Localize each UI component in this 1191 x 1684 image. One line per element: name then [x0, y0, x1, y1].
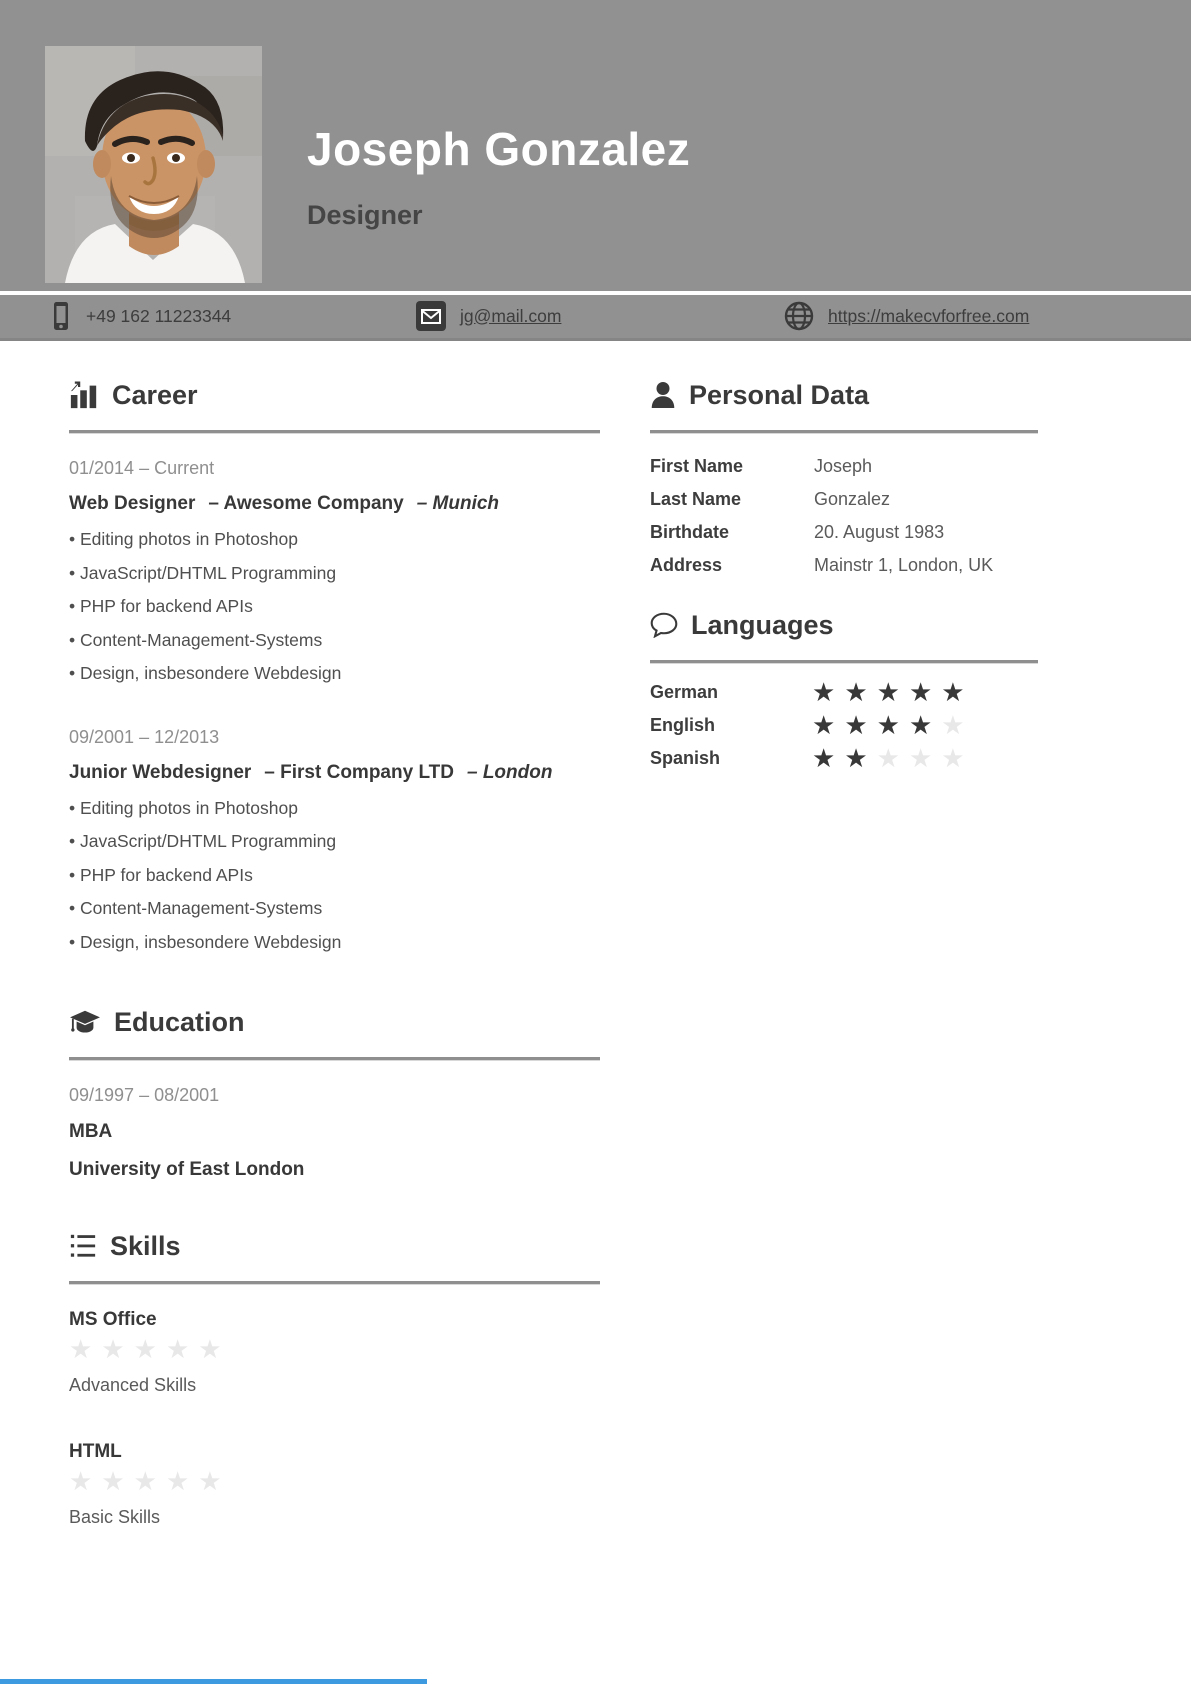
person-icon — [650, 381, 676, 409]
career-bullet: • Editing photos in Photoshop — [69, 792, 600, 826]
career-period: 01/2014 – Current — [69, 458, 215, 478]
star-rating — [812, 677, 974, 708]
bar-chart-icon — [69, 380, 99, 410]
profile-photo — [45, 46, 262, 283]
phone-number: +49 162 11223344 — [86, 305, 232, 326]
education-period: 09/1997 – 08/2001 — [69, 1085, 220, 1105]
career-entry-title — [69, 760, 600, 786]
star-rating — [69, 1469, 231, 1495]
star-empty-icon: ★ — [941, 743, 965, 774]
skill-items — [69, 1307, 600, 1529]
personal-data-label: Address — [650, 555, 723, 575]
personal-data-value: Mainstr 1, London, UK — [814, 555, 994, 575]
career-bullet: • Design, insbesondere Webdesign — [69, 657, 600, 691]
star-empty-icon: ★ — [133, 1335, 157, 1365]
education-entry — [69, 1083, 600, 1183]
languages-rule — [650, 660, 1038, 664]
skills-heading-label: Skills — [110, 1231, 181, 1261]
language-name: German — [650, 682, 719, 702]
footer-progress-bar — [0, 1679, 427, 1684]
skills-rule — [69, 1281, 600, 1285]
star-filled-icon: ★ — [844, 743, 868, 774]
star-empty-icon: ★ — [198, 1335, 222, 1365]
career-bullet: • Content-Management-Systems — [69, 892, 600, 926]
star-filled-icon: ★ — [876, 710, 900, 741]
globe-icon — [784, 301, 814, 331]
career-bullet: • JavaScript/DHTML Programming — [69, 825, 600, 859]
graduation-cap-icon — [69, 1008, 101, 1036]
personal-data-row — [650, 549, 1038, 582]
contact-email[interactable] — [416, 299, 561, 333]
language-row — [650, 742, 1038, 775]
skill-name: MS Office — [69, 1309, 157, 1330]
star-empty-icon: ★ — [165, 1335, 190, 1365]
star-empty-icon: ★ — [165, 1467, 190, 1497]
star-empty-icon: ★ — [876, 743, 900, 774]
personal-data-heading-label: Personal Data — [689, 380, 870, 410]
section-personal-data — [650, 378, 1038, 582]
career-entry — [69, 456, 600, 691]
star-filled-icon: ★ — [844, 710, 868, 741]
career-location: – London — [466, 761, 553, 783]
career-location: – Munich — [416, 493, 500, 514]
header-bottom-edge — [0, 338, 1191, 341]
career-entry-title — [69, 491, 600, 517]
education-degree: MBA — [69, 1121, 113, 1142]
skill-level-label: Advanced Skills — [69, 1375, 197, 1395]
profile-photo-illustration — [45, 46, 262, 283]
personal-data-label: First Name — [650, 456, 744, 476]
contact-phone — [50, 299, 231, 333]
languages-heading — [650, 608, 1038, 642]
language-rows — [650, 676, 1038, 775]
section-education — [69, 1005, 600, 1183]
career-period: 09/2001 – 12/2013 — [69, 726, 220, 747]
personal-data-row — [650, 450, 1038, 483]
personal-data-label: Last Name — [650, 489, 742, 509]
email-link[interactable]: jg@mail.com — [460, 305, 562, 326]
personal-data-row — [650, 483, 1038, 516]
personal-data-label: Birthdate — [650, 522, 730, 542]
career-heading-label: Career — [112, 380, 198, 410]
career-bullet: • PHP for backend APIs — [69, 859, 600, 893]
star-filled-icon: ★ — [812, 710, 836, 741]
career-bullet: • Editing photos in Photoshop — [69, 523, 600, 557]
career-entries — [69, 456, 600, 959]
personal-data-heading — [650, 378, 1038, 412]
star-filled-icon: ★ — [876, 677, 900, 708]
header — [0, 0, 1191, 341]
skill-level-label: Basic Skills — [69, 1507, 161, 1527]
star-empty-icon: ★ — [101, 1467, 125, 1497]
star-empty-icon: ★ — [133, 1467, 157, 1497]
career-entry — [69, 725, 600, 960]
languages-heading-label: Languages — [691, 610, 834, 640]
star-filled-icon: ★ — [812, 677, 836, 708]
career-bullet: • Content-Management-Systems — [69, 624, 600, 658]
left-column — [69, 378, 600, 1529]
personal-data-value: Joseph — [814, 456, 873, 476]
language-row — [650, 709, 1038, 742]
career-role: Junior Webdesigner — [69, 761, 252, 783]
personal-data-rule — [650, 430, 1038, 434]
section-languages — [650, 608, 1038, 775]
personal-data-rows — [650, 450, 1038, 582]
speech-bubble-icon — [650, 612, 678, 638]
right-column — [650, 378, 1038, 775]
personal-data-row — [650, 516, 1038, 549]
career-bullet: • PHP for backend APIs — [69, 590, 600, 624]
career-heading — [69, 378, 600, 412]
language-name: Spanish — [650, 748, 721, 768]
section-skills — [69, 1229, 600, 1529]
skill-name: HTML — [69, 1441, 122, 1462]
career-bullet: • JavaScript/DHTML Programming — [69, 557, 600, 591]
star-empty-icon: ★ — [908, 743, 933, 774]
star-empty-icon: ★ — [941, 710, 965, 741]
star-filled-icon: ★ — [908, 677, 933, 708]
personal-data-value: 20. August 1983 — [814, 522, 945, 542]
education-rule — [69, 1057, 600, 1061]
envelope-icon — [416, 301, 446, 331]
star-rating — [69, 1337, 231, 1363]
section-career — [69, 378, 600, 959]
contact-website[interactable] — [784, 299, 1029, 333]
career-role: Web Designer — [69, 493, 196, 514]
career-company: – Awesome Company — [208, 493, 404, 514]
star-empty-icon: ★ — [198, 1467, 222, 1497]
star-empty-icon: ★ — [69, 1335, 93, 1365]
header-divider — [0, 291, 1191, 295]
skills-heading — [69, 1229, 600, 1263]
career-rule — [69, 430, 600, 434]
career-company: – First Company LTD — [264, 761, 454, 783]
list-icon — [69, 1232, 97, 1260]
star-filled-icon: ★ — [812, 743, 836, 774]
star-filled-icon: ★ — [941, 677, 965, 708]
star-empty-icon: ★ — [69, 1467, 93, 1497]
skill-item — [69, 1439, 600, 1529]
career-bullets — [69, 792, 600, 960]
star-rating — [812, 743, 974, 774]
education-school: University of East London — [69, 1159, 305, 1180]
person-job-title: Designer — [307, 200, 423, 230]
education-heading — [69, 1005, 600, 1039]
mobile-phone-icon — [50, 301, 72, 331]
skill-item — [69, 1307, 600, 1397]
language-name: English — [650, 715, 716, 735]
star-rating — [812, 710, 974, 741]
education-entries — [69, 1083, 600, 1183]
star-empty-icon: ★ — [101, 1335, 125, 1365]
education-heading-label: Education — [114, 1007, 245, 1037]
star-filled-icon: ★ — [844, 677, 868, 708]
career-bullet: • Design, insbesondere Webdesign — [69, 926, 600, 960]
website-link[interactable]: https://makecvforfree.com — [828, 305, 1030, 326]
language-row — [650, 676, 1038, 709]
career-bullets — [69, 523, 600, 691]
personal-data-value: Gonzalez — [814, 489, 891, 509]
star-filled-icon: ★ — [908, 710, 933, 741]
person-name: Joseph Gonzalez — [307, 123, 691, 175]
